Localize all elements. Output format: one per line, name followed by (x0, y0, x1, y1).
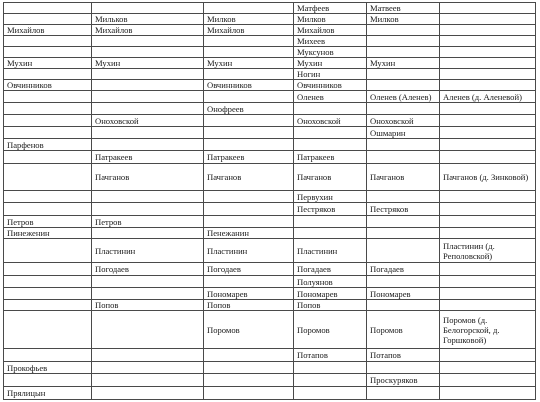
table-cell (204, 362, 294, 374)
table-cell (440, 362, 536, 374)
table-cell (440, 103, 536, 115)
table-cell (4, 3, 92, 14)
table-cell: Поромов (д. Белогорской, д. Горшковой) (440, 311, 536, 349)
table-cell (367, 362, 440, 374)
table-cell: Потапов (367, 349, 440, 362)
table-cell (440, 151, 536, 164)
table-row (4, 311, 536, 349)
table-cell: Пономарев (294, 288, 367, 300)
table-cell: Мухин (204, 58, 294, 69)
table-cell (4, 203, 92, 216)
table-cell (440, 3, 536, 14)
table-cell: Поромов (367, 311, 440, 349)
table-cell: Овчинников (294, 80, 367, 91)
table-cell: Петров (4, 216, 92, 228)
table-cell: Петров (92, 216, 204, 228)
table-cell (204, 139, 294, 151)
table-cell: Пачганов (294, 164, 367, 191)
table-cell: Поромов (294, 311, 367, 349)
table-cell (92, 288, 204, 300)
table-cell: Пестряков (294, 203, 367, 216)
table-cell: Пластинин (д. Реполовской) (440, 239, 536, 263)
table-cell: Проскуряков (367, 374, 440, 387)
table-cell (204, 36, 294, 47)
table-row (4, 349, 536, 362)
table-row (4, 36, 536, 47)
table-cell: Пенежанин (204, 228, 294, 239)
table-cell (367, 36, 440, 47)
table-cell: Погодаев (92, 263, 204, 276)
table-cell (367, 103, 440, 115)
table-cell (440, 263, 536, 276)
table-cell (367, 216, 440, 228)
table-cell (440, 115, 536, 127)
table-cell: Мухин (92, 58, 204, 69)
table-cell (4, 103, 92, 115)
table-cell (92, 374, 204, 387)
table-cell: Оноховской (294, 115, 367, 127)
table-cell (92, 387, 204, 400)
table-cell (4, 311, 92, 349)
table-cell (92, 36, 204, 47)
table-cell (4, 151, 92, 164)
table-cell: Пинеженин (4, 228, 92, 239)
table-cell (92, 127, 204, 139)
table-row (4, 14, 536, 25)
table-cell (92, 91, 204, 103)
table-cell: Патракеев (204, 151, 294, 164)
table-cell: Пачганов (92, 164, 204, 191)
table-cell: Прялицын (4, 387, 92, 400)
table-cell: Пластинин (204, 239, 294, 263)
table-cell (367, 387, 440, 400)
table-row (4, 387, 536, 400)
table-cell (4, 191, 92, 203)
table-cell (204, 349, 294, 362)
table-row (4, 216, 536, 228)
table-cell: Милков (367, 14, 440, 25)
table-cell: Пачганов (367, 164, 440, 191)
table-cell (440, 203, 536, 216)
table-cell: Потапов (294, 349, 367, 362)
table-cell (204, 3, 294, 14)
table-row (4, 80, 536, 91)
table-cell (92, 103, 204, 115)
table-cell: Овчинников (4, 80, 92, 91)
table-cell: Поромов (204, 311, 294, 349)
table-cell (92, 228, 204, 239)
table-cell (204, 69, 294, 80)
table-cell (440, 191, 536, 203)
table-cell (92, 276, 204, 288)
table-cell (4, 288, 92, 300)
table-cell (204, 47, 294, 58)
table-row (4, 276, 536, 288)
table-cell (440, 127, 536, 139)
table-cell (440, 216, 536, 228)
table-row (4, 228, 536, 239)
table-row (4, 58, 536, 69)
table-cell (440, 349, 536, 362)
table-cell (92, 69, 204, 80)
table-cell (440, 374, 536, 387)
table-row (4, 288, 536, 300)
table-cell (4, 276, 92, 288)
table-cell (294, 103, 367, 115)
table-cell (294, 228, 367, 239)
table-cell: Пономарев (204, 288, 294, 300)
table-cell: Матвеев (367, 3, 440, 14)
table-cell (4, 239, 92, 263)
table-cell (367, 80, 440, 91)
table-cell (92, 191, 204, 203)
table-cell: Онофреев (204, 103, 294, 115)
table-cell (440, 228, 536, 239)
table-cell (440, 58, 536, 69)
table-cell (4, 115, 92, 127)
table-cell (367, 276, 440, 288)
table-cell (4, 47, 92, 58)
table-row (4, 139, 536, 151)
table-cell (204, 91, 294, 103)
table-cell (440, 288, 536, 300)
table-cell (367, 151, 440, 164)
table-row (4, 239, 536, 263)
table-cell (440, 36, 536, 47)
table-cell: Мухин (294, 58, 367, 69)
table-cell (92, 3, 204, 14)
table-cell (92, 311, 204, 349)
surname-table (3, 2, 536, 400)
table-cell: Мухин (367, 58, 440, 69)
table-cell (4, 374, 92, 387)
table-row (4, 69, 536, 80)
table-cell (440, 80, 536, 91)
table-cell (294, 374, 367, 387)
table-cell (204, 216, 294, 228)
table-cell (4, 36, 92, 47)
table-cell (92, 203, 204, 216)
table-cell: Ошмарин (367, 127, 440, 139)
table-cell: Михайлов (294, 25, 367, 36)
table-cell: Оноховской (367, 115, 440, 127)
table-cell (440, 25, 536, 36)
table-cell (367, 239, 440, 263)
table-cell: Попов (294, 300, 367, 311)
table-row (4, 47, 536, 58)
table-cell (4, 69, 92, 80)
table-row (4, 151, 536, 164)
table-cell (367, 191, 440, 203)
table-cell (294, 139, 367, 151)
table-cell: Патракеев (294, 151, 367, 164)
table-row (4, 203, 536, 216)
table-cell: Погадаев (294, 263, 367, 276)
table-cell (440, 139, 536, 151)
table-cell: Оленев (Аленев) (367, 91, 440, 103)
table-cell (440, 387, 536, 400)
table-cell: Милков (294, 14, 367, 25)
table-cell (4, 349, 92, 362)
table-cell (4, 91, 92, 103)
table-cell (367, 69, 440, 80)
table-cell (294, 387, 367, 400)
table-cell: Михайлов (92, 25, 204, 36)
table-cell (367, 228, 440, 239)
table-cell (204, 276, 294, 288)
table-cell (92, 47, 204, 58)
table-cell: Прокофьев (4, 362, 92, 374)
table-cell: Михеев (294, 36, 367, 47)
table-cell: Оноховской (92, 115, 204, 127)
table-row (4, 300, 536, 311)
table-cell: Михайлов (204, 25, 294, 36)
table-cell: Оленев (294, 91, 367, 103)
table-row (4, 115, 536, 127)
table-row (4, 25, 536, 36)
table-cell: Пачганов (д. Зинковой) (440, 164, 536, 191)
table-cell (204, 374, 294, 387)
table-row (4, 103, 536, 115)
table-cell (367, 300, 440, 311)
table-cell (440, 69, 536, 80)
table-cell (4, 300, 92, 311)
table-row (4, 362, 536, 374)
surname-table-body (4, 3, 536, 400)
table-cell (204, 191, 294, 203)
table-cell (367, 47, 440, 58)
table-cell (4, 263, 92, 276)
table-cell: Погадаев (367, 263, 440, 276)
table-cell: Полуянов (294, 276, 367, 288)
table-cell (92, 139, 204, 151)
table-cell: Патракеев (92, 151, 204, 164)
table-cell (440, 14, 536, 25)
table-cell: Овчинников (204, 80, 294, 91)
table-cell: Парфенов (4, 139, 92, 151)
table-cell (440, 300, 536, 311)
table-cell: Михайлов (4, 25, 92, 36)
table-cell: Матфеев (294, 3, 367, 14)
table-cell (4, 14, 92, 25)
table-row (4, 374, 536, 387)
table-cell (92, 349, 204, 362)
table-row (4, 191, 536, 203)
table-cell (204, 115, 294, 127)
table-cell: Погодаев (204, 263, 294, 276)
table-cell: Пестряков (367, 203, 440, 216)
table-cell (204, 127, 294, 139)
table-cell (294, 216, 367, 228)
table-cell: Пластинин (294, 239, 367, 263)
table-cell: Муксунов (294, 47, 367, 58)
table-cell (367, 25, 440, 36)
table-cell (294, 127, 367, 139)
table-cell: Аленев (д. Аленевой) (440, 91, 536, 103)
table-cell (4, 127, 92, 139)
table-cell (204, 203, 294, 216)
table-row (4, 91, 536, 103)
table-cell: Попов (204, 300, 294, 311)
table-row (4, 164, 536, 191)
table-cell (440, 47, 536, 58)
table-cell: Ногин (294, 69, 367, 80)
table-cell: Попов (92, 300, 204, 311)
table-cell (4, 164, 92, 191)
table-cell (440, 276, 536, 288)
table-cell: Первухин (294, 191, 367, 203)
table-cell (367, 139, 440, 151)
table-row (4, 3, 536, 14)
table-cell: Мильков (92, 14, 204, 25)
table-cell: Пластинин (92, 239, 204, 263)
table-row (4, 263, 536, 276)
table-cell (204, 387, 294, 400)
table-cell: Пачганов (204, 164, 294, 191)
table-cell: Мухин (4, 58, 92, 69)
table-cell (92, 362, 204, 374)
table-cell: Пономарев (367, 288, 440, 300)
table-cell (92, 80, 204, 91)
table-cell (294, 362, 367, 374)
table-cell: Милков (204, 14, 294, 25)
table-row (4, 127, 536, 139)
